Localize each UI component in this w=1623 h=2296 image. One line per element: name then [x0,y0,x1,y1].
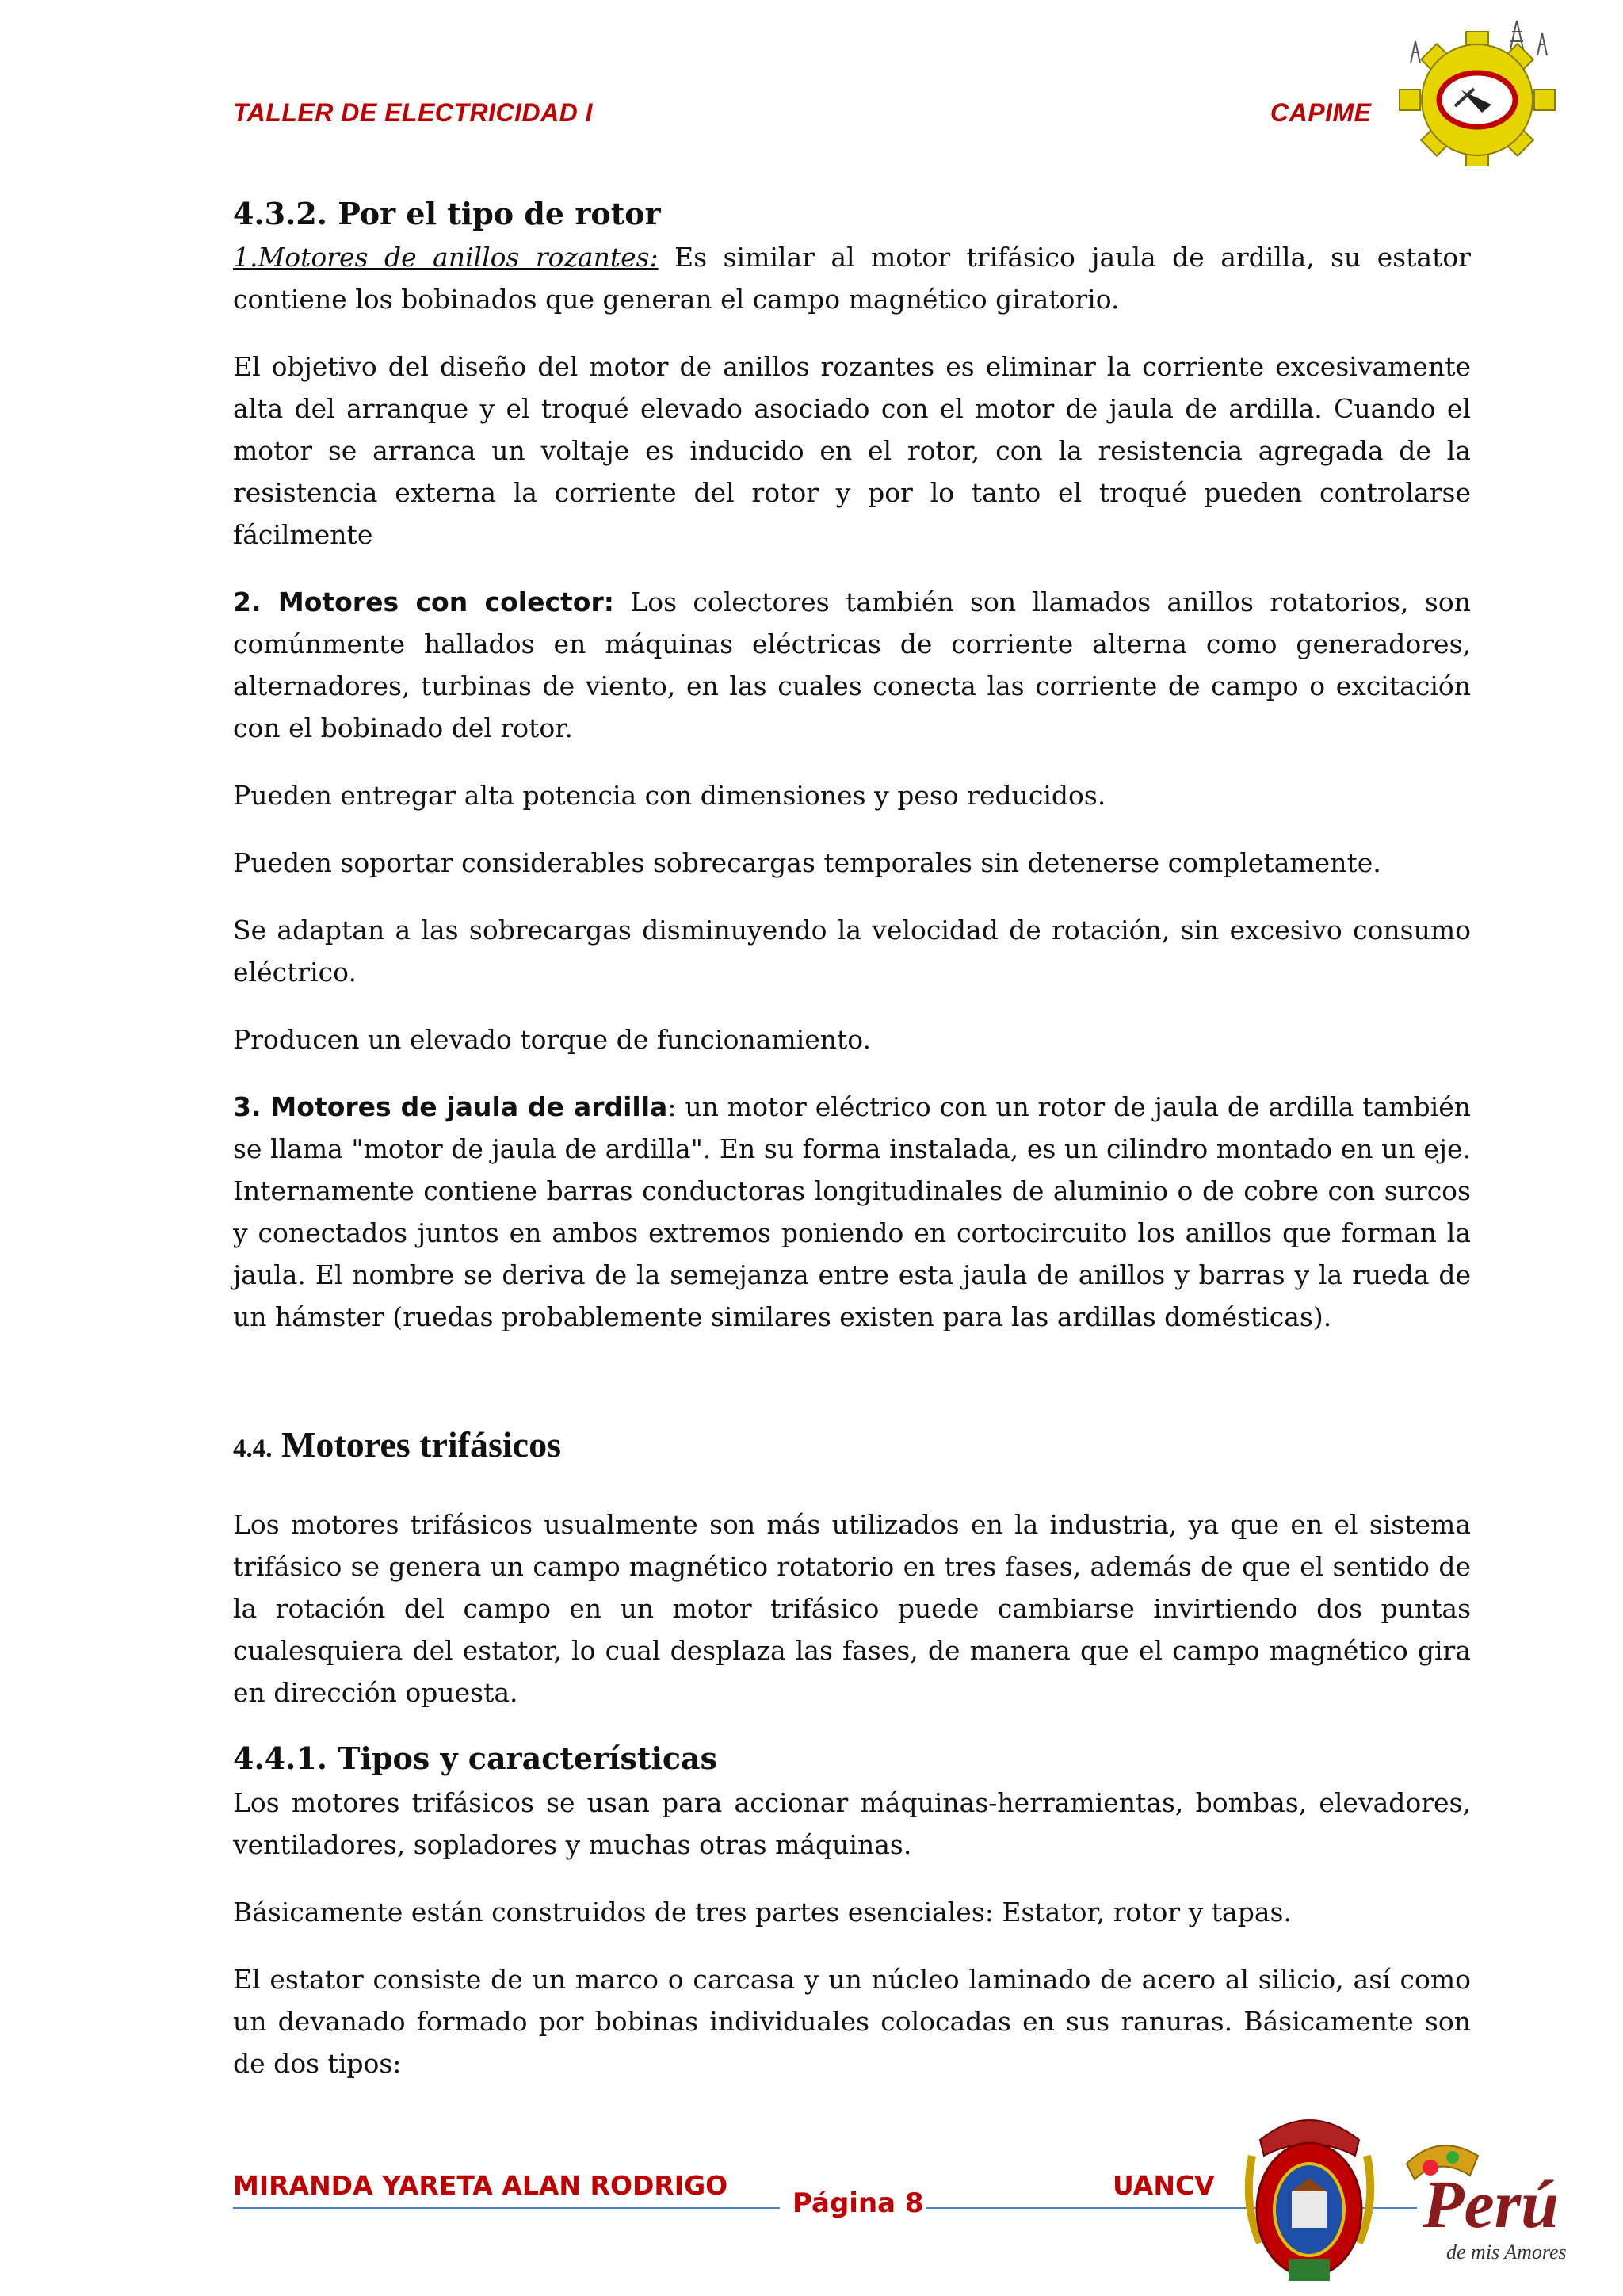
section-heading-4-4-1: 4.4.1. Tipos y características [233,1740,718,1776]
paragraph-objetivo: El objetivo del diseño del motor de anillos rozantes es eliminar la corriente excesivamente alta del arranque y el troqué elevado asociado con el motor de jaula de ardilla. Cuando el motor se arranca un voltaje es inducido en el rotor, con la resistencia agregada de la resistencia externa la corriente del rotor y por lo tanto el troqué pueden controlarse fácilmente [233,351,1471,550]
paragraph-usos: Los motores trifásicos se usan para accionar máquinas-herramientas, bombas, elevadores, ventiladores, sopladores y muchas otras máquinas. [233,1787,1471,1860]
paragraph-partes: Básicamente están construidos de tres partes esenciales: Estator, rotor y tapas. [233,1897,1292,1927]
footer-university: UANCV [1113,2170,1215,2201]
paragraph-anillos-rozantes [233,236,1471,320]
page-number: Página 8 [792,2187,924,2219]
heading-title: Motores trifásicos [272,1424,561,1465]
section-body-4-4-1 [233,1782,1471,2084]
paragraph-lead: 2. Motores con colector: [233,586,614,617]
paragraph-lead: 3. Motores de jaula de ardilla [233,1091,668,1122]
paragraph-lead: 1.Motores de anillos rozantes: [233,242,659,273]
university-seal-logo [1236,2108,1383,2290]
section-body-4-4 [233,1503,1471,1713]
paragraph-text: Los colectores también son llamados anillos rotatorios, son comúnmente hallados en máquinas eléctricas de corriente alterna como generadores, alternadores, turbinas de viento, en las cuales conecta las corriente de campo o excitación con el bobinado del rotor. [233,586,1471,743]
section-heading-4-3-2: 4.3.2. Por el tipo de rotor [233,196,661,231]
header-title: TALLER DE ELECTRICIDAD I [233,98,594,127]
section-body-4-3-2 [233,236,1471,1338]
heading-number: 4.4. [233,1435,273,1463]
capime-gear-logo [1392,17,1562,166]
paragraph-motores-trifasicos: Los motores trifásicos usualmente son más utilizados en la industria, ya que en el sistema trifásico se genera un campo magnético rotatorio en tres fases, además de que el sentido de la rotación del campo en un motor trifásico puede cambiarse invirtiendo dos puntas cualesquiera del estator, lo cual desplaza las fases, de manera que el campo magnético gira en dirección opuesta. [233,1509,1471,1708]
footer-rule-left [233,2207,780,2209]
paragraph-estator: El estator consiste de un marco o carcasa y un núcleo laminado de acero al silicio, así como un devanado formado por bobinas individuales colocadas en sus ranuras. Básicamente son de dos tipos: [233,1964,1471,2079]
paragraph-jaula-ardilla [233,1086,1471,1338]
paragraph-potencia: Pueden entregar alta potencia con dimensiones y peso reducidos. [233,780,1106,811]
section-heading-4-4 [233,1423,561,1465]
footer-author: MIRANDA YARETA ALAN RODRIGO [233,2170,728,2201]
paragraph-text: Es similar al motor trifásico jaula de ardilla, su estator contiene los bobinados que generan el campo magnético giratorio. [233,242,1471,315]
peru-logo-word: Perú [1423,2166,1559,2242]
header-org: CAPIME [1270,98,1372,127]
peru-de-mis-amores-logo [1391,2132,1593,2267]
paragraph-torque: Producen un elevado torque de funcionamiento. [233,1024,872,1055]
paragraph-sobrecargas: Pueden soportar considerables sobrecargas temporales sin detenerse completamente. [233,847,1381,878]
paragraph-adaptan: Se adaptan a las sobrecargas disminuyendo la velocidad de rotación, sin excesivo consumo eléctrico. [233,915,1471,988]
paragraph-text: : un motor eléctrico con un rotor de jaula de ardilla también se llama "motor de jaula de ardilla". En su forma instalada, es un cilindro montado en un eje. Internamente contiene barras conductoras longitudinales de aluminio o de cobre con surcos y conectados juntos en ambos extremos poniendo en cortocircuito los anillos que forman la jaula. El nombre se deriva de la semejanza entre esta jaula de anillos y barras y la rueda de un hámster (ruedas probablemente similares existen para las ardillas domésticas). [233,1091,1471,1332]
paragraph-colector [233,581,1471,749]
peru-logo-tagline: de mis Amores [1446,2241,1567,2264]
